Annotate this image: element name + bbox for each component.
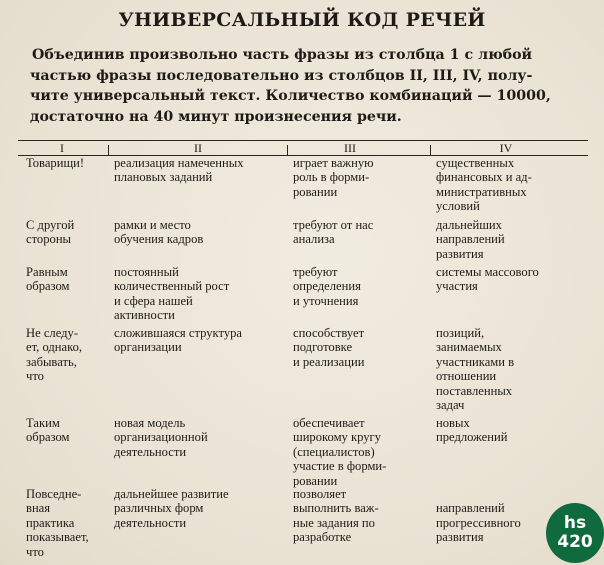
table-cell: дальнейшее развитие различных форм деятельности — [114, 487, 229, 530]
logo-text-bottom: 420 — [557, 532, 593, 552]
intro-line: Объединив произвольно часть фразы из столбца 1 с любой — [32, 47, 533, 63]
table-cell: дальнейших направлений развития — [436, 218, 505, 261]
intro-paragraph — [30, 45, 570, 127]
table-cell: Товарищи! — [26, 156, 85, 170]
column-header-3: III — [344, 141, 356, 155]
intro-line: частью фразы последовательно из столбцов II, III, IV, полу- — [30, 67, 533, 84]
table-cell: новая модель организационной деятельности — [114, 416, 208, 459]
table-cell: позволяет выполнить важ- ные задания по разработке — [293, 487, 379, 545]
page-title: УНИВЕРСАЛЬНЫЙ КОД РЕЧЕЙ — [118, 9, 486, 31]
table-cell: Не следу- ет, однако, забывать, что — [26, 326, 83, 384]
table-cell: Повседне- вная практика показывает, что — [26, 487, 89, 559]
column-header-4: IV — [499, 141, 513, 155]
table-cell: позиций, занимаемых участниками в отношении поставленных задач — [436, 326, 515, 413]
watermark-logo — [546, 503, 604, 563]
logo-text-top: hs — [563, 513, 587, 533]
table-cell: требуют от нас анализа — [293, 218, 374, 247]
table-cell: системы массового участия — [436, 265, 539, 294]
table-cell: С другой стороны — [26, 218, 75, 247]
table-cell: играет важную роль в форми- ровании — [293, 156, 374, 199]
table-cell: рамки и место обучения кадров — [114, 218, 204, 247]
table-cell: реализация намеченных плановых заданий — [114, 156, 244, 185]
table-cell: Равным образом — [26, 265, 70, 294]
table-cell: направлений прогрессивного развития — [436, 501, 521, 545]
table-cell: сложившаяся структура организации — [114, 326, 243, 355]
table-cell: существенных финансовых и ад- министративных условий — [436, 156, 532, 214]
column-header-2: II — [194, 141, 202, 155]
table-cell: способствует подготовке и реализации — [293, 326, 365, 369]
intro-line: достаточно на 40 минут произнесения речи. — [30, 108, 402, 125]
table-cell: требуют определения и уточнения — [293, 265, 361, 308]
table-cell: новых предложений — [436, 416, 508, 445]
column-header-1: I — [60, 141, 64, 155]
table-cell: Таким образом — [26, 416, 70, 445]
table-cell: постоянный количественный рост и сфера нашей активности — [114, 265, 230, 323]
table-cell: обеспечивает широкому кругу (специалистов) участие в форми- ровании — [293, 416, 387, 488]
intro-line: чите универсальный текст. Количество комбинаций — 10000, — [30, 88, 551, 104]
